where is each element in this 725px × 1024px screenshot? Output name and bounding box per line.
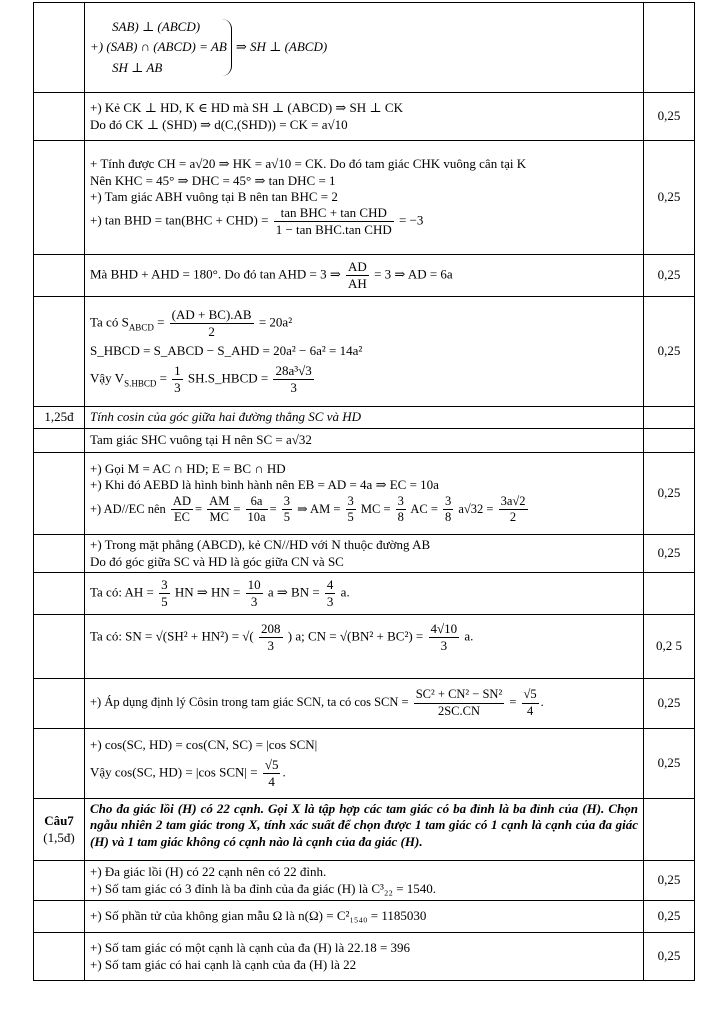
table-row (34, 535, 695, 573)
score: 0,25 (644, 255, 695, 297)
question-text: Cho đa giác lồi (H) có 22 cạnh. Gọi X là tập hợp các tam giác có ba đỉnh là ba đỉnh của (H). Chọn ngẫu nhiên 2 tam giác trong X, tính xác suất để chọn được 1 tam giác có 1 cạnh là cạnh của đa giác (H) và 1 tam giác không có cạnh nào là cạnh của đa giác (H). (85, 799, 644, 861)
text-line: +) Gọi M = AC ∩ HD; E = BC ∩ HD (90, 461, 286, 477)
fraction: $\frac{(AD + BC).AB}{2}$ (171, 306, 252, 340)
formula-line: Ta có: AH = $\frac{3}{5}$ HN ⇒ HN = $\frac{10}{3}$ a ⇒ BN = $\frac{4}{3}$ a. (90, 576, 350, 609)
text-line: Nên KHC = 45° ⇒ DHC = 45° ⇒ tan DHC = 1 (90, 172, 336, 188)
table-row (34, 297, 695, 407)
fraction: $\frac{1}{3}$ (174, 362, 181, 395)
score: 0,2 5 (644, 615, 695, 679)
fraction: $\frac{AD}{AH}$ (348, 258, 367, 291)
score: 0,25 (644, 453, 695, 535)
text-line: Tam giác SHC vuông tại H nên SC = a√32 (85, 429, 644, 453)
left-cell (34, 3, 85, 93)
score-cell (644, 3, 695, 93)
table-row (34, 679, 695, 729)
text-line: +) Đa giác lồi (H) có 22 cạnh nên có 22 đỉnh. (90, 864, 327, 880)
text-line: S_HBCD = S_ABCD − S_AHD = 20a² − 6a² = 14a² (90, 343, 363, 359)
table-row (34, 861, 695, 901)
score: 0,25 (644, 535, 695, 573)
content-cell (85, 3, 644, 93)
score: 0,25 (644, 861, 695, 901)
question-label: Câu7 (1,5đ) (34, 799, 85, 861)
text-line: +) Trong mặt phẳng (ABCD), kẻ CN//HD với N thuộc đường AB (90, 537, 431, 553)
table-row (34, 729, 695, 799)
score: 0,25 (644, 297, 695, 407)
text-line: +) (SAB) ∩ (ABCD) = AB (90, 39, 227, 55)
score: 0,25 (644, 679, 695, 729)
text-line: +) Số tam giác có một cạnh là cạnh của đa (H) là 22.18 = 396 (90, 940, 411, 956)
text-line: +) cos(SC, HD) = cos(CN, SC) = |cos SCN| (90, 736, 318, 752)
table-row (34, 615, 695, 679)
table-row (34, 429, 695, 453)
table-row (34, 93, 695, 141)
formula-line: Mà BHD + AHD = 180°. Do đó tan AHD = 3 ⇒ $\frac{AD}{AH}$ = 3 ⇒ AD = 6a (90, 258, 453, 291)
text-line: +) Tam giác ABH vuông tại B nên tan BHC = 2 (90, 188, 338, 204)
text-line: Do đó CK ⊥ (SHD) ⇒ d(C,(SHD)) = CK = a√10 (90, 116, 348, 132)
equation-system (90, 19, 638, 76)
score: 0,25 (644, 901, 695, 933)
text-line: SAB) ⊥ (ABCD) (112, 19, 201, 35)
table-row (34, 141, 695, 255)
table-row (34, 407, 695, 429)
text-line: ⇒ SH ⊥ (ABCD) (235, 39, 328, 55)
table-row (34, 799, 695, 861)
text-line: + Tính được CH = a√20 ⇒ HK = a√10 = CK. Do đó tam giác CHK vuông cân tại K (90, 156, 527, 172)
fraction: tan BHC + tan CHD 1 − tan BHC.tan CHD (275, 205, 392, 238)
text-line: +) Kẻ CK ⊥ HD, K ∈ HD mà SH ⊥ (ABCD) ⇒ SH ⊥ CK (90, 100, 403, 116)
text-line: +) Số tam giác có 3 đỉnh là ba đỉnh của đa giác (H) là C³₂₂ = 1540. (90, 880, 437, 896)
formula-line: Ta có $S_{ABCD}$ = $\frac{(AD + BC).AB}{2}$ = 20a² (90, 306, 293, 340)
text-line: +) Số phần tử của không gian mẫu Ω là n(Ω) = C²₁₅₄₀ = 1185030 (85, 901, 644, 933)
score: 0,25 (644, 933, 695, 981)
formula-line: +) tan BHD = tan(BHC + CHD) = tan BHC + tan CHD 1 − tan BHC.tan CHD = −3 (90, 205, 424, 238)
formula-line: Vậy $V_{S.HBCD}$ = $\frac{1}{3}$ SH.S_HBCD = $\frac{\text{28a³√3}}{3}$ (90, 362, 312, 395)
table-row (34, 3, 695, 93)
formula-line: Vậy cos(SC, HD) = |cos SCN| = $\frac{√5}{4}$ . (90, 756, 286, 790)
table-row (34, 453, 695, 535)
text-line: SH ⊥ AB (112, 59, 163, 75)
points-label: 1,25đ (34, 407, 85, 429)
formula-line: +) AD//EC nên $\frac{AD}{EC}$ = $\frac{AM}{MC}$ = $\frac{6a}{10a}$ = $\frac{3}{5}$ ⇒ AM = $\frac{3}{5}$ MC = $\frac{3}{8}$ AC = $\frac{3}{8}$ a√32 = $\frac{3a√2}{2}$ (90, 493, 526, 525)
table-row (34, 573, 695, 615)
table-row (34, 933, 695, 981)
score: 0,25 (644, 93, 695, 141)
solution-table (33, 2, 695, 981)
score: 0,25 (644, 729, 695, 799)
formula-line: Ta có: SN = √(SH² + HN²) = √( $\frac{208}{3}$ ) a; CN = √(BN² + BC²) = $\frac{4√10}{3}$ a. (90, 621, 474, 654)
text-line: +) Khi đó AEBD là hình bình hành nên EB = AD = 4a ⇒ EC = 10a (90, 477, 439, 493)
formula-line: +) Áp dụng định lý Côsin trong tam giác SCN, ta có cos SCN = $\frac{\text{SC² + CN² − SN²}}{2SC.CN}$ = $\frac{√5}{4}$ . (90, 687, 544, 718)
text-line: +) Số tam giác có hai cạnh là cạnh của đa (H) là 22 (90, 956, 357, 972)
section-title: Tính cosin của góc giữa hai đường thẳng SC và HD (85, 407, 644, 429)
table-row (34, 255, 695, 297)
text-line: Do đó góc giữa SC và HD là góc giữa CN và SC (90, 553, 344, 569)
fraction: $\frac{\text{28a³√3}}{3}$ (275, 362, 312, 395)
score: 0,25 (644, 141, 695, 255)
table-row (34, 901, 695, 933)
